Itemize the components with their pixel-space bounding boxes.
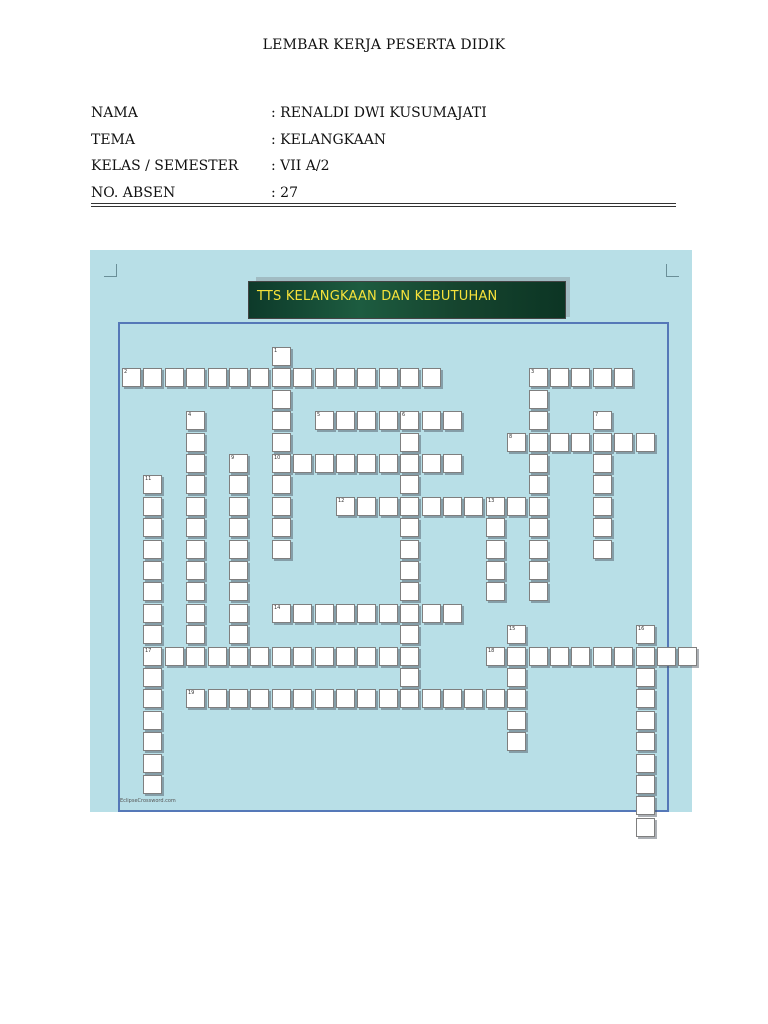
divider-line [91, 206, 676, 207]
crossword-cell[interactable] [186, 625, 205, 644]
crossword-cell[interactable] [400, 668, 419, 687]
crossword-cell[interactable] [400, 604, 419, 623]
field-value: : 27 [271, 185, 298, 201]
crossword-cell[interactable] [208, 689, 227, 708]
crossword-cell[interactable] [400, 411, 419, 430]
crossword-cell[interactable] [400, 497, 419, 516]
clue-number: 9 [231, 455, 235, 461]
crossword-cell[interactable] [486, 497, 505, 516]
clue-number: 19 [188, 690, 195, 696]
crossword-cell[interactable] [379, 497, 398, 516]
crossword-cell[interactable] [422, 497, 441, 516]
crossword-cell[interactable] [400, 454, 419, 473]
crossword-cell[interactable] [529, 368, 548, 387]
crossword-cell[interactable] [400, 689, 419, 708]
crossword-cell[interactable] [272, 390, 291, 409]
crossword-cell[interactable] [186, 368, 205, 387]
crossword-cell[interactable] [486, 540, 505, 559]
crossword-cell[interactable] [550, 433, 569, 452]
crossword-cell[interactable] [422, 368, 441, 387]
clue-number: 4 [188, 412, 192, 418]
crossword-cell[interactable] [529, 540, 548, 559]
crossword-cell[interactable] [186, 454, 205, 473]
crossword-cell[interactable] [507, 647, 526, 666]
crossword-cell[interactable] [593, 647, 612, 666]
crossword-cell[interactable] [507, 732, 526, 751]
crossword-cell[interactable] [357, 497, 376, 516]
crossword-cell[interactable] [272, 433, 291, 452]
crossword-cell[interactable] [272, 497, 291, 516]
crossword-cell[interactable] [229, 497, 248, 516]
crossword-cell[interactable] [636, 668, 655, 687]
crossword-cell[interactable] [636, 625, 655, 644]
crossword-cell[interactable] [636, 796, 655, 815]
crossword-cell[interactable] [293, 454, 312, 473]
crossword-cell[interactable] [165, 368, 184, 387]
crossword-cell[interactable] [229, 689, 248, 708]
crossword-cell[interactable] [464, 497, 483, 516]
crossword-cell[interactable] [529, 518, 548, 537]
crossword-cell[interactable] [186, 582, 205, 601]
crossword-cell[interactable] [357, 604, 376, 623]
crossword-cell[interactable] [293, 368, 312, 387]
clue-number: 16 [638, 626, 645, 632]
crossword-cell[interactable] [143, 625, 162, 644]
document-title: LEMBAR KERJA PESERTA DIDIK [262, 37, 506, 53]
crossword-cell[interactable] [143, 754, 162, 773]
crossword-cell[interactable] [529, 497, 548, 516]
field-value: : KELANGKAAN [271, 132, 387, 148]
crossword-cell[interactable] [315, 368, 334, 387]
crossword-cell[interactable] [186, 475, 205, 494]
crossword-cell[interactable] [186, 561, 205, 580]
crossword-cell[interactable] [379, 647, 398, 666]
crossword-cell[interactable] [336, 647, 355, 666]
crossword-cell[interactable] [636, 711, 655, 730]
crossword-cell[interactable] [571, 368, 590, 387]
crossword-cell[interactable] [186, 433, 205, 452]
crossword-cell[interactable] [529, 561, 548, 580]
crossword-cell[interactable] [250, 689, 269, 708]
field-label: KELAS / SEMESTER [91, 158, 239, 174]
field-label: NO. ABSEN [91, 185, 176, 201]
crossword-cell[interactable] [636, 647, 655, 666]
crossword-cell[interactable] [507, 497, 526, 516]
crossword-cell[interactable] [422, 454, 441, 473]
crossword-cell[interactable] [250, 368, 269, 387]
crossword-cell[interactable] [272, 604, 291, 623]
crossword-cell[interactable] [143, 518, 162, 537]
crossword-cell[interactable] [208, 647, 227, 666]
crossword-cell[interactable] [443, 497, 462, 516]
clue-number: 12 [338, 498, 345, 504]
crossword-cell[interactable] [422, 411, 441, 430]
crossword-cell[interactable] [379, 368, 398, 387]
crossword-cell[interactable] [293, 604, 312, 623]
field-label: NAMA [91, 105, 138, 121]
crossword-cell[interactable] [357, 689, 376, 708]
crossword-cell[interactable] [143, 604, 162, 623]
crossword-cell[interactable] [336, 454, 355, 473]
crossword-cell[interactable] [229, 647, 248, 666]
crossword-cell[interactable] [336, 604, 355, 623]
crossword-cell[interactable] [229, 625, 248, 644]
crossword-cell[interactable] [357, 368, 376, 387]
crossword-cell[interactable] [272, 475, 291, 494]
crossword-cell[interactable] [186, 647, 205, 666]
crossword-cell[interactable] [593, 411, 612, 430]
crossword-cell[interactable] [143, 561, 162, 580]
clue-number: 8 [509, 434, 513, 440]
clue-number: 5 [317, 412, 321, 418]
crossword-cell[interactable] [529, 475, 548, 494]
crossword-cell[interactable] [293, 689, 312, 708]
crossword-cell[interactable] [272, 518, 291, 537]
crossword-cell[interactable] [272, 368, 291, 387]
crossword-cell[interactable] [529, 647, 548, 666]
crossword-cell[interactable] [229, 561, 248, 580]
crossword-cell[interactable] [593, 518, 612, 537]
crossword-cell[interactable] [636, 689, 655, 708]
crossword-cell[interactable] [443, 604, 462, 623]
crossword-cell[interactable] [143, 711, 162, 730]
crossword-cell[interactable] [143, 540, 162, 559]
crossword-cell[interactable] [272, 347, 291, 366]
crossword-cell[interactable] [464, 689, 483, 708]
crossword-cell[interactable] [529, 454, 548, 473]
crossword-cell[interactable] [357, 454, 376, 473]
crossword-cell[interactable] [443, 454, 462, 473]
crossword-cell[interactable] [379, 454, 398, 473]
crossword-cell[interactable] [143, 668, 162, 687]
banner-title: TTS KELANGKAAN DAN KEBUTUHAN [257, 289, 498, 304]
crossword-cell[interactable] [186, 604, 205, 623]
crossword-cell[interactable] [593, 475, 612, 494]
crossword-cell[interactable] [636, 818, 655, 837]
crossword-cell[interactable] [229, 582, 248, 601]
crossword-cell[interactable] [379, 604, 398, 623]
crossword-cell[interactable] [315, 604, 334, 623]
crossword-cell[interactable] [229, 518, 248, 537]
crossword-cell[interactable] [186, 411, 205, 430]
crossword-cell[interactable] [357, 411, 376, 430]
crossword-cell[interactable] [443, 411, 462, 430]
crossword-cell[interactable] [165, 647, 184, 666]
crossword-cell[interactable] [229, 540, 248, 559]
crossword-cell[interactable] [678, 647, 697, 666]
credit-text: EclipseCrossword.com [120, 798, 176, 804]
crossword-cell[interactable] [272, 689, 291, 708]
crossword-cell[interactable] [486, 647, 505, 666]
crossword-cell[interactable] [315, 689, 334, 708]
crossword-cell[interactable] [507, 711, 526, 730]
crossword-cell[interactable] [529, 433, 548, 452]
crossword-cell[interactable] [143, 497, 162, 516]
crossword-cell[interactable] [571, 433, 590, 452]
crossword-cell[interactable] [550, 647, 569, 666]
crossword-cell[interactable] [357, 647, 376, 666]
crossword-cell[interactable] [507, 689, 526, 708]
crossword-cell[interactable] [636, 775, 655, 794]
crossword-cell[interactable] [272, 647, 291, 666]
field-label: TEMA [91, 132, 136, 148]
clue-number: 11 [145, 476, 152, 482]
crossword-cell[interactable] [400, 647, 419, 666]
crossword-cell[interactable] [229, 604, 248, 623]
crossword-cell[interactable] [143, 775, 162, 794]
crossword-cell[interactable] [593, 454, 612, 473]
crossword-cell[interactable] [422, 689, 441, 708]
crossword-cell[interactable] [593, 497, 612, 516]
crossword-cell[interactable] [186, 518, 205, 537]
clue-number: 14 [274, 605, 281, 611]
crossword-cell[interactable] [400, 433, 419, 452]
crossword-cell[interactable] [507, 433, 526, 452]
crossword-cell[interactable] [529, 582, 548, 601]
crossword-cell[interactable] [636, 433, 655, 452]
crossword-cell[interactable] [636, 754, 655, 773]
crossword-cell[interactable] [186, 540, 205, 559]
crossword-cell[interactable] [229, 475, 248, 494]
crossword-cell[interactable] [229, 454, 248, 473]
corner-mark [666, 264, 679, 277]
crossword-cell[interactable] [657, 647, 676, 666]
crossword-cell[interactable] [400, 561, 419, 580]
crossword-cell[interactable] [400, 518, 419, 537]
puzzle-banner [248, 281, 566, 319]
crossword-cell[interactable] [571, 647, 590, 666]
divider-line [91, 203, 676, 204]
crossword-cell[interactable] [614, 647, 633, 666]
clue-number: 3 [531, 369, 535, 375]
crossword-cell[interactable] [143, 689, 162, 708]
crossword-cell[interactable] [143, 582, 162, 601]
clue-number: 17 [145, 648, 152, 654]
crossword-cell[interactable] [529, 390, 548, 409]
crossword-cell[interactable] [443, 689, 462, 708]
field-value: : RENALDI DWI KUSUMAJATI [271, 105, 487, 121]
crossword-cell[interactable] [614, 433, 633, 452]
crossword-cell[interactable] [422, 604, 441, 623]
crossword-cell[interactable] [143, 647, 162, 666]
crossword-cell[interactable] [315, 411, 334, 430]
crossword-cell[interactable] [507, 625, 526, 644]
crossword-cell[interactable] [143, 475, 162, 494]
clue-number: 18 [488, 648, 495, 654]
crossword-cell[interactable] [186, 497, 205, 516]
crossword-cell[interactable] [400, 540, 419, 559]
clue-number: 1 [274, 348, 278, 354]
crossword-cell[interactable] [293, 647, 312, 666]
clue-number: 15 [509, 626, 516, 632]
crossword-cell[interactable] [143, 732, 162, 751]
crossword-cell[interactable] [486, 561, 505, 580]
crossword-cell[interactable] [400, 475, 419, 494]
crossword-cell[interactable] [272, 540, 291, 559]
crossword-cell[interactable] [229, 368, 248, 387]
clue-number: 2 [124, 369, 128, 375]
crossword-cell[interactable] [143, 368, 162, 387]
crossword-cell[interactable] [593, 433, 612, 452]
crossword-cell[interactable] [486, 582, 505, 601]
crossword-cell[interactable] [379, 689, 398, 708]
crossword-cell[interactable] [336, 689, 355, 708]
clue-number: 7 [595, 412, 599, 418]
crossword-cell[interactable] [186, 689, 205, 708]
corner-mark [104, 264, 117, 277]
crossword-cell[interactable] [208, 368, 227, 387]
crossword-cell[interactable] [614, 368, 633, 387]
crossword-cell[interactable] [250, 647, 269, 666]
clue-number: 13 [488, 498, 495, 504]
field-value: : VII A/2 [271, 158, 330, 174]
crossword-cell[interactable] [593, 540, 612, 559]
crossword-cell[interactable] [400, 582, 419, 601]
crossword-cell[interactable] [336, 411, 355, 430]
crossword-cell[interactable] [379, 411, 398, 430]
crossword-cell[interactable] [336, 368, 355, 387]
crossword-cell[interactable] [486, 689, 505, 708]
clue-number: 10 [274, 455, 281, 461]
crossword-image [90, 250, 692, 812]
crossword-cell[interactable] [529, 411, 548, 430]
clue-number: 6 [402, 412, 406, 418]
crossword-cell[interactable] [507, 668, 526, 687]
crossword-cell[interactable] [593, 368, 612, 387]
crossword-cell[interactable] [486, 518, 505, 537]
crossword-cell[interactable] [550, 368, 569, 387]
crossword-cell[interactable] [636, 732, 655, 751]
crossword-cell[interactable] [272, 411, 291, 430]
crossword-cell[interactable] [122, 368, 141, 387]
crossword-cell[interactable] [315, 454, 334, 473]
crossword-cell[interactable] [272, 454, 291, 473]
crossword-cell[interactable] [315, 647, 334, 666]
crossword-cell[interactable] [336, 497, 355, 516]
crossword-cell[interactable] [400, 368, 419, 387]
crossword-cell[interactable] [400, 625, 419, 644]
